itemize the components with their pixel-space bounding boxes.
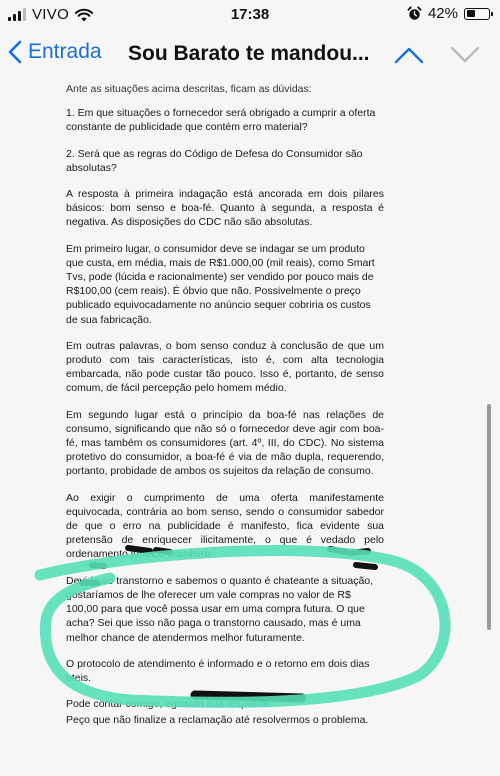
chevron-left-icon xyxy=(8,40,22,64)
battery-percentage: 42% xyxy=(427,5,458,22)
next-message-chevron-down-icon[interactable] xyxy=(450,46,480,64)
mail-nav-bar xyxy=(0,30,500,82)
email-paragraph: 2. Será que as regras do Código de Defesa do Consumidor são absolutas? xyxy=(66,147,363,174)
carrier-name: VIVO xyxy=(32,6,70,23)
email-paragraph: Em segundo lugar está o princípio da boa-fé nas relações de consumo, significando que não só o fornecedor deve agir com boa-fé, mas também os consumidores (art. 4º, III, do CDC). No sistema protetivo do consumidor, a boa-fé é via de mão dupla, requerendo, portanto, probidade de ambos os sujeitos da relação de consumo. xyxy=(66,408,384,478)
email-body xyxy=(66,82,384,740)
scroll-indicator[interactable] xyxy=(487,404,491,630)
email-paragraph: Em primeiro lugar, o consumidor deve se indagar se um produto que custa, em média, mais de R$1.000,00 (mil reais), como Smart Tvs, pode (lúcida e racionalmente) ser vendido por pouco mais de R$100,00 (cem reais). É óbvio que não. Possivelmente o preço publicado equivocadamente no anúncio sequer cobriria os custos de sua fabricação. xyxy=(66,242,375,326)
clock-time: 17:38 xyxy=(230,6,270,23)
email-paragraph-highlighted: Devido ao transtorno e sabemos o quanto é chateante a situação, gostaríamos de lhe oferecer um vale compras no valor de R$ 100,00 para que você possa usar em uma compra futura. O que acha? Sei que isso não paga o transtorno causado, mas é uma melhor chance de atendermos melhor futuramente. xyxy=(66,574,374,644)
battery-icon xyxy=(464,8,490,20)
alarm-clock-icon xyxy=(407,6,422,21)
status-right xyxy=(407,5,490,22)
email-subject-title: Sou Barato te mandou... xyxy=(128,42,370,65)
email-paragraph: 1. Em que situações o fornecedor será obrigado a cumprir a oferta constante de publicidade que contém erro material? xyxy=(66,107,376,134)
email-paragraph: Ante as situações acima descritas, ficam as dúvidas: xyxy=(66,83,312,95)
email-paragraph: Ao exigir o cumprimento de uma oferta manifestamente equivocada, contrária ao bom senso, sendo o consumidor sabedor de que o erro na publicidade é manifesto, fica evidente sua pretensão de enriquecer ilicitamente, o que é vedado pelo ordenamento jurídico brasileiro. xyxy=(66,491,384,561)
email-paragraph: A resposta à primeira indagação está ancorada em dois pilares básicos: bom senso e boa-fé. Quanto à segunda, a resposta é negativa. As disposições do CDC não são absolutas. xyxy=(66,188,384,229)
status-bar xyxy=(0,0,500,30)
previous-message-chevron-up-icon[interactable] xyxy=(394,46,424,64)
email-paragraph: Em outras palavras, o bom senso conduz à conclusão de que um produto com tais características, isto é, com alta tecnologia embarcada, não pode custar tão pouco. Isso é, portanto, de senso comum, de fácil percepção pelo homem médio. xyxy=(66,339,384,395)
back-to-inbox-button[interactable] xyxy=(8,40,102,64)
back-label: Entrada xyxy=(28,40,102,63)
email-paragraph: Peço que não finalize a reclamação até resolvermos o problema. xyxy=(66,714,369,727)
email-paragraph: O protocolo de atendimento é informado e o retorno em dois dias uteis. xyxy=(66,657,370,684)
email-paragraph: Pode contar comigo, aguardo sua resposta! xyxy=(66,698,270,711)
